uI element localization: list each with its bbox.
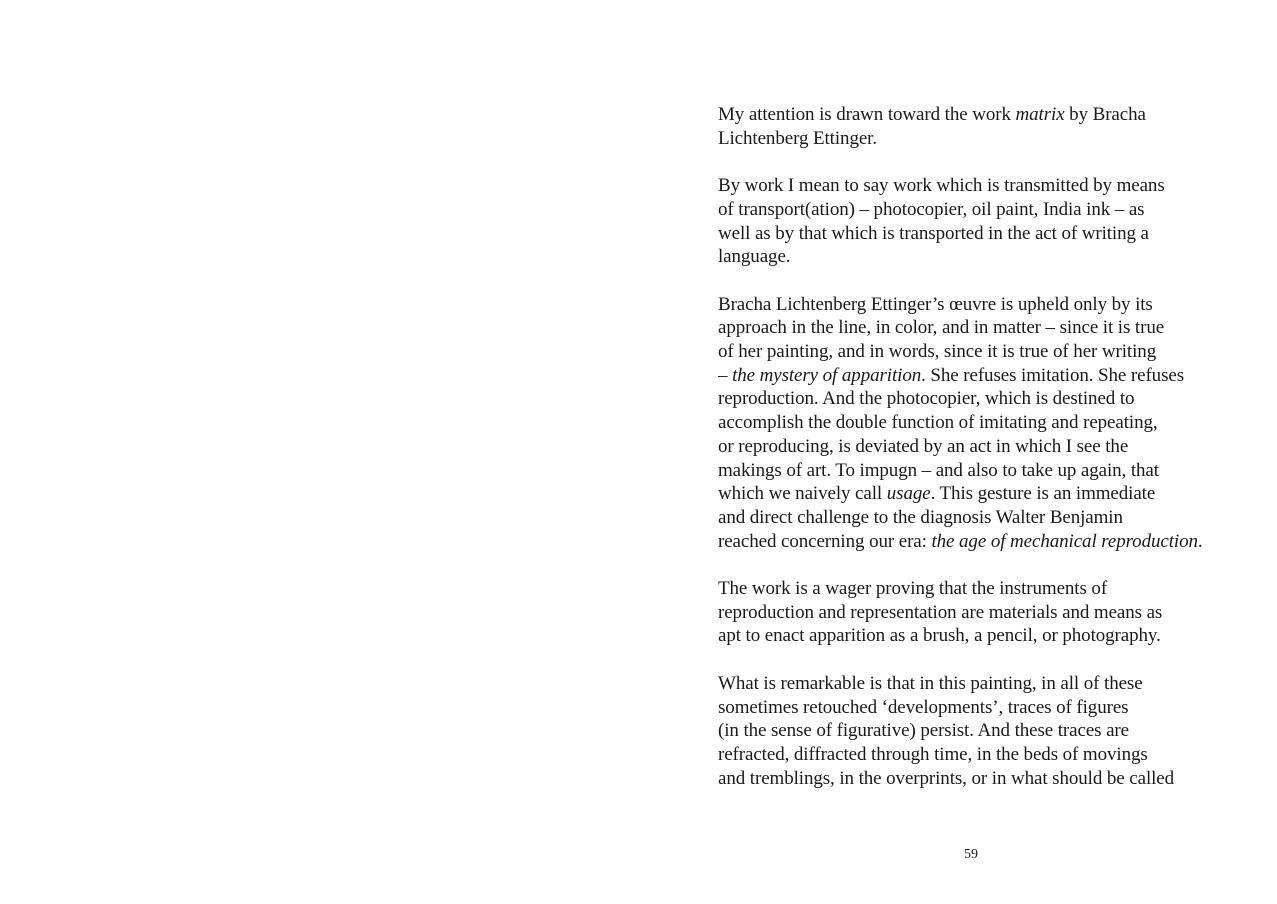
text-line: reached concerning our era: the age of mechanical reproduction. bbox=[718, 530, 1203, 552]
text-line: of transport(ation) – photocopier, oil paint, India ink – as bbox=[718, 198, 1145, 220]
text-line: approach in the line, in color, and in matter – since it is true bbox=[718, 317, 1165, 339]
text-line: of her painting, and in words, since it is true of her writing bbox=[718, 341, 1157, 362]
text-line: Bracha Lichtenberg Ettinger’s œuvre is upheld only by its bbox=[718, 293, 1153, 315]
text-line: sometimes retouched ‘developments’, traces of figures bbox=[718, 696, 1129, 718]
text-line: language. bbox=[718, 246, 791, 268]
right-page bbox=[638, 0, 1277, 904]
body-text bbox=[718, 103, 1233, 814]
paragraph-3 bbox=[718, 293, 1233, 554]
text-line: (in the sense of figurative) persist. And these traces are bbox=[718, 720, 1129, 742]
text-line: well as by that which is transported in the act of writing a bbox=[718, 222, 1149, 244]
text-line: What is remarkable is that in this painting, in all of these bbox=[718, 672, 1143, 694]
text-line: reproduction. And the photocopier, which is destined to bbox=[718, 388, 1135, 410]
text-line: makings of art. To impugn – and also to take up again, that bbox=[718, 459, 1159, 481]
text-line: Lichtenberg Ettinger. bbox=[718, 127, 878, 149]
text-line: apt to enact apparition as a brush, a pencil, or photography. bbox=[718, 625, 1161, 647]
paragraph-1 bbox=[718, 103, 1233, 150]
paragraph-5 bbox=[718, 672, 1233, 791]
text-line: which we naively call usage. This gesture is an immediate bbox=[718, 483, 1156, 505]
text-line: – the mystery of apparition. She refuses imitation. She refuses bbox=[718, 364, 1184, 386]
text-line: My attention is drawn toward the work matrix by Bracha bbox=[718, 104, 1146, 125]
text-line: accomplish the double function of imitating and repeating, bbox=[718, 412, 1158, 434]
text-line: The work is a wager proving that the instruments of bbox=[718, 578, 1108, 600]
text-line: refracted, diffracted through time, in the beds of movings bbox=[718, 743, 1148, 765]
text-line: and direct challenge to the diagnosis Walter Benjamin bbox=[718, 506, 1123, 528]
paragraph-2 bbox=[718, 174, 1233, 269]
page-number: 59 bbox=[964, 847, 978, 862]
left-page-blank bbox=[0, 0, 638, 904]
text-line: By work I mean to say work which is transmitted by means bbox=[718, 175, 1165, 197]
paragraph-4 bbox=[718, 577, 1233, 648]
text-line: and tremblings, in the overprints, or in what should be called bbox=[718, 767, 1175, 789]
text-line: reproduction and representation are materials and means as bbox=[718, 601, 1163, 623]
text-line: or reproducing, is deviated by an act in which I see the bbox=[718, 435, 1129, 457]
